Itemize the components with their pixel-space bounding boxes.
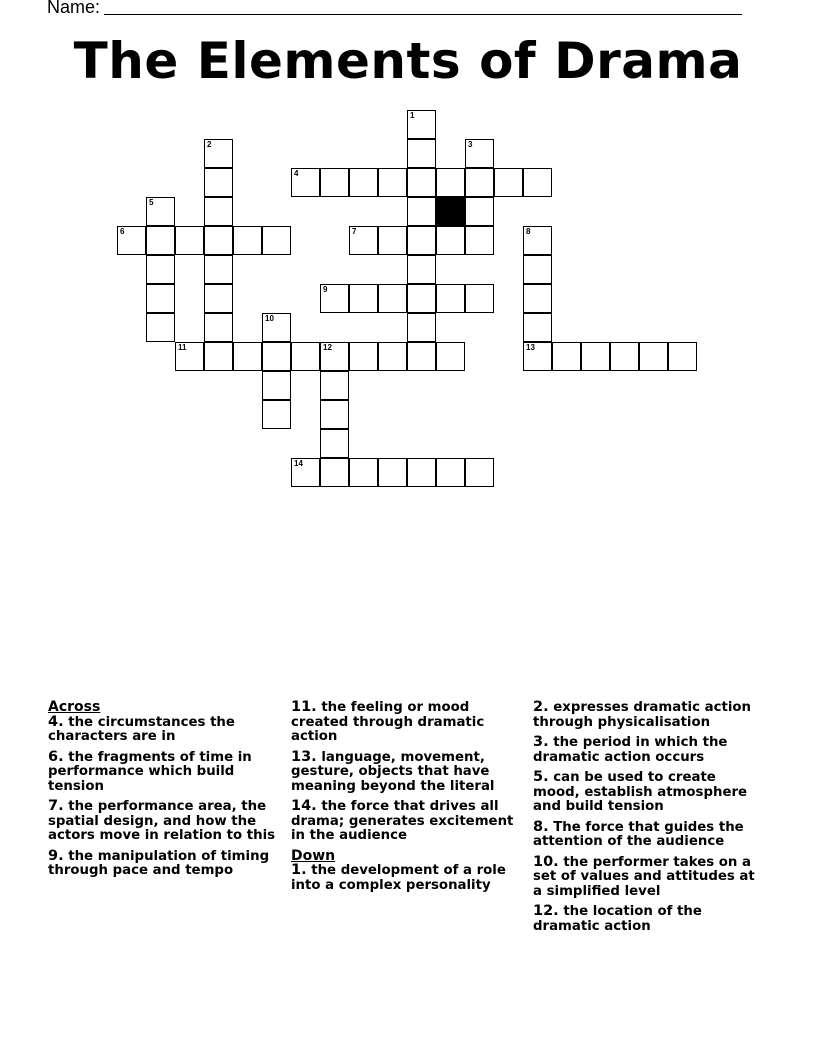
grid-cell[interactable] — [523, 168, 552, 197]
clue-number: 7 — [352, 227, 357, 236]
clue-item-text: the period in which the dramatic action occurs — [533, 735, 728, 765]
grid-cell[interactable] — [610, 342, 639, 371]
clue-item-text: The force that guides the attention of the audience — [533, 819, 744, 849]
grid-cell[interactable] — [320, 284, 349, 313]
grid-cell[interactable] — [262, 400, 291, 429]
clue-item-number: 11. — [291, 699, 317, 715]
clue-item — [291, 750, 523, 795]
grid-cell[interactable] — [523, 226, 552, 255]
grid-cell[interactable] — [204, 255, 233, 284]
clues-column-3 — [533, 700, 765, 939]
grid-cell[interactable] — [204, 313, 233, 342]
clue-item-number: 7. — [48, 798, 64, 814]
clue-item-text: language, movement, gesture, objects that have meaning beyond the literal — [291, 749, 495, 794]
clue-item-text: the fragments of time in performance which build tension — [48, 749, 252, 794]
clue-number: 6 — [120, 227, 125, 236]
clue-number: 3 — [468, 140, 473, 149]
grid-cell[interactable] — [204, 284, 233, 313]
clue-item — [533, 700, 765, 730]
grid-cell[interactable] — [262, 226, 291, 255]
clue-number: 13 — [526, 343, 535, 352]
clue-item — [48, 849, 280, 879]
down-header: Down — [291, 847, 336, 864]
grid-cell[interactable] — [175, 342, 204, 371]
clue-number: 1 — [410, 111, 415, 120]
grid-cell[interactable] — [175, 226, 204, 255]
grid-cell[interactable] — [146, 284, 175, 313]
clue-item — [533, 770, 765, 815]
clue-item — [48, 750, 280, 795]
grid-cell[interactable] — [407, 168, 436, 197]
clue-item-text: the location of the dramatic action — [533, 904, 702, 934]
grid-cell[interactable] — [349, 342, 378, 371]
grid-cell[interactable] — [436, 284, 465, 313]
clue-item-text: expresses dramatic action through physicalisation — [533, 700, 751, 730]
grid-cell[interactable] — [262, 342, 291, 371]
clue-number: 2 — [207, 140, 212, 149]
crossword-grid — [0, 0, 816, 500]
black-cell — [436, 197, 465, 226]
grid-cell[interactable] — [407, 458, 436, 487]
clue-item-number: 13. — [291, 748, 317, 765]
clue-number: 4 — [294, 169, 299, 178]
clue-number: 11 — [178, 343, 187, 352]
grid-cell[interactable] — [320, 371, 349, 400]
clue-item-text: the force that drives all drama; generates excitement in the audience — [291, 799, 514, 843]
clues-column-2 — [291, 700, 523, 898]
clue-item — [533, 904, 765, 934]
grid-cell[interactable] — [407, 110, 436, 139]
clue-item-text: the feeling or mood created through dramatic action — [291, 700, 485, 744]
grid-cell[interactable] — [465, 226, 494, 255]
grid-cell[interactable] — [349, 226, 378, 255]
grid-cell[interactable] — [465, 284, 494, 313]
grid-cell[interactable] — [668, 342, 697, 371]
name-label: Name: — [47, 0, 101, 17]
grid-cell[interactable] — [349, 458, 378, 487]
grid-cell[interactable] — [407, 197, 436, 226]
across-header: Across — [48, 699, 101, 715]
clue-item-number: 2. — [533, 699, 549, 715]
grid-cell[interactable] — [204, 226, 233, 255]
grid-cell[interactable] — [320, 168, 349, 197]
clue-item-text: the performer takes on a set of values and attitudes at a simplified level — [533, 854, 755, 899]
clue-item-number: 10. — [533, 853, 559, 870]
grid-cell[interactable] — [204, 168, 233, 197]
clue-item — [291, 799, 523, 844]
grid-cell[interactable] — [407, 139, 436, 168]
grid-cell[interactable] — [436, 226, 465, 255]
clue-item-number: 12. — [533, 903, 559, 919]
clue-item — [533, 855, 765, 900]
clue-item-number: 5. — [533, 769, 549, 785]
grid-cell[interactable] — [117, 226, 146, 255]
grid-cell[interactable] — [465, 197, 494, 226]
grid-cell[interactable] — [378, 342, 407, 371]
grid-cell[interactable] — [494, 168, 523, 197]
grid-cell[interactable] — [407, 284, 436, 313]
page-title: The Elements of Drama — [73, 32, 743, 90]
grid-cell[interactable] — [320, 429, 349, 458]
grid-cell[interactable] — [146, 226, 175, 255]
grid-cell[interactable] — [233, 342, 262, 371]
clue-item — [48, 715, 280, 745]
grid-cell[interactable] — [349, 168, 378, 197]
grid-cell[interactable] — [204, 197, 233, 226]
clue-item-text: the manipulation of timing through pace and tempo — [48, 848, 270, 878]
clue-item-number: 1. — [291, 862, 307, 878]
clue-number: 8 — [526, 227, 531, 236]
clue-item-number: 9. — [48, 847, 64, 864]
clue-item-text: the development of a role into a complex personality — [291, 863, 506, 893]
clue-number: 5 — [149, 198, 154, 207]
grid-cell[interactable] — [465, 168, 494, 197]
grid-cell[interactable] — [146, 313, 175, 342]
grid-cell[interactable] — [291, 342, 320, 371]
grid-cell[interactable] — [552, 342, 581, 371]
grid-cell[interactable] — [407, 226, 436, 255]
clue-item — [291, 863, 523, 893]
grid-cell[interactable] — [378, 284, 407, 313]
clue-number: 12 — [323, 343, 332, 352]
grid-cell[interactable] — [146, 255, 175, 284]
grid-cell[interactable] — [407, 313, 436, 342]
clue-item-number: 14. — [291, 798, 317, 814]
grid-cell[interactable] — [204, 139, 233, 168]
grid-cell[interactable] — [349, 284, 378, 313]
grid-cell[interactable] — [204, 342, 233, 371]
grid-cell[interactable] — [523, 313, 552, 342]
grid-cell[interactable] — [436, 342, 465, 371]
grid-cell[interactable] — [291, 168, 320, 197]
clue-item — [533, 735, 765, 765]
grid-cell[interactable] — [639, 342, 668, 371]
grid-cell[interactable] — [146, 197, 175, 226]
grid-cell[interactable] — [320, 400, 349, 429]
grid-cell[interactable] — [523, 255, 552, 284]
grid-cell[interactable] — [436, 168, 465, 197]
grid-cell[interactable] — [523, 284, 552, 313]
grid-cell[interactable] — [262, 371, 291, 400]
grid-cell[interactable] — [320, 458, 349, 487]
clue-item — [48, 799, 280, 844]
clue-number: 14 — [294, 459, 303, 468]
grid-cell[interactable] — [233, 226, 262, 255]
grid-cell[interactable] — [262, 313, 291, 342]
clue-item — [533, 820, 765, 850]
grid-cell[interactable] — [465, 139, 494, 168]
grid-cell[interactable] — [320, 342, 349, 371]
clue-number: 9 — [323, 285, 328, 294]
grid-cell[interactable] — [407, 255, 436, 284]
clue-item-text: the circumstances the characters are in — [48, 714, 235, 744]
clue-item-number: 3. — [533, 734, 549, 750]
grid-cell[interactable] — [378, 458, 407, 487]
grid-cell[interactable] — [581, 342, 610, 371]
grid-cell[interactable] — [436, 458, 465, 487]
grid-cell[interactable] — [378, 226, 407, 255]
clues-column-1 — [48, 700, 280, 884]
grid-cell[interactable] — [407, 342, 436, 371]
clue-item — [291, 700, 523, 745]
clue-item-number: 4. — [48, 713, 64, 730]
clue-item-text: can be used to create mood, establish atmosphere and build tension — [533, 770, 748, 814]
clue-item-text: the performance area, the spatial design, and how the actors move in relation to this — [48, 799, 276, 843]
clue-item-number: 8. — [533, 818, 549, 835]
grid-cell[interactable] — [465, 458, 494, 487]
clue-item-number: 6. — [48, 748, 64, 765]
grid-cell[interactable] — [523, 342, 552, 371]
grid-cell[interactable] — [291, 458, 320, 487]
clue-number: 10 — [265, 314, 274, 323]
grid-cell[interactable] — [378, 168, 407, 197]
